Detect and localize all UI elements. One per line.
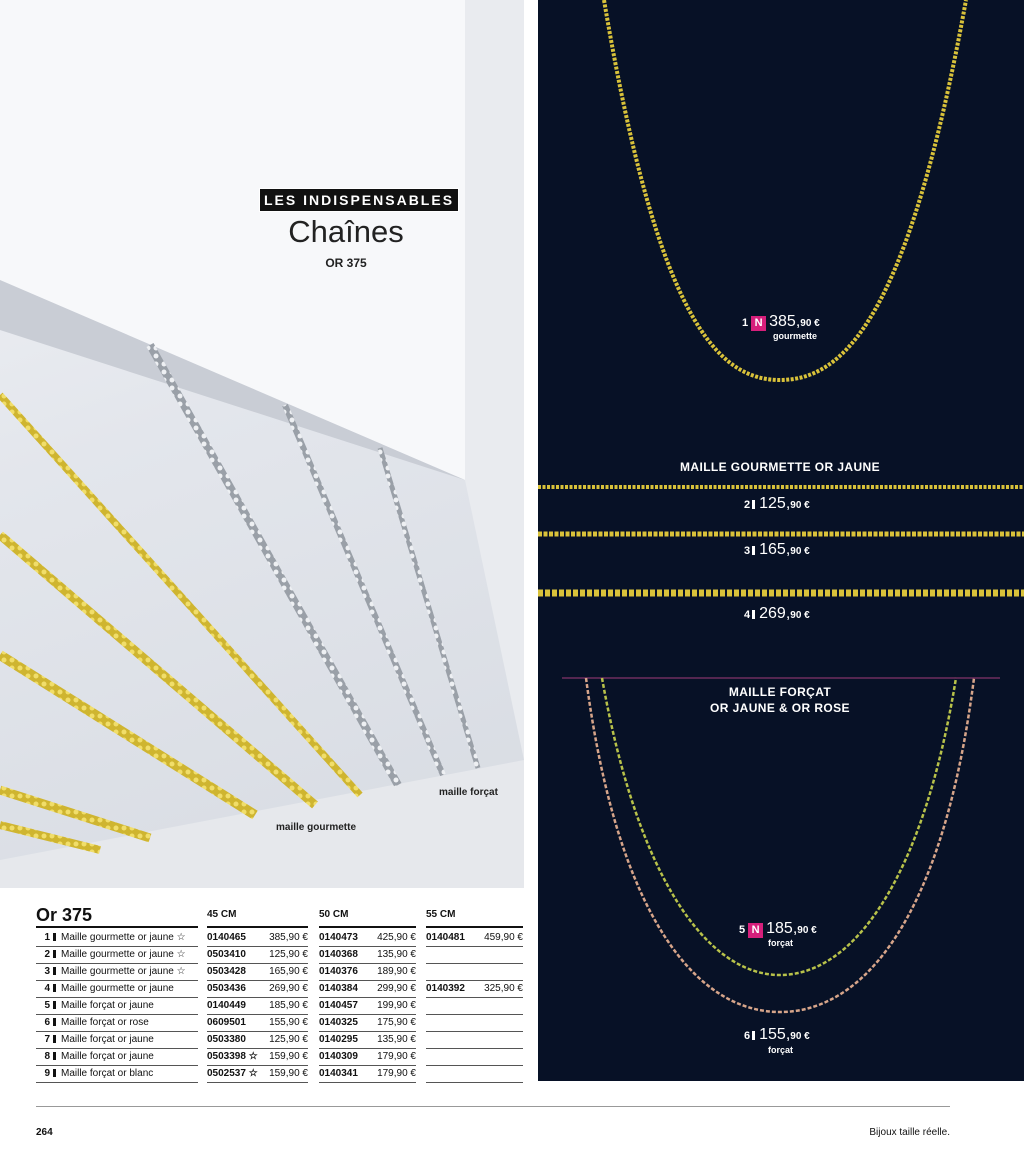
column-header-45: 45 CM [207,909,237,920]
article-price: 155,90 € [269,1017,308,1028]
variant-marker [53,1069,56,1077]
item-number: 1 [742,317,749,329]
table-row [36,998,198,1015]
footer-note: Bijoux taille réelle. [869,1127,950,1138]
table-cell-50cm [319,947,416,964]
variant-marker [752,500,755,509]
article-code: 0140392 [426,983,465,994]
table-row [36,947,198,964]
article-price: 425,90 € [377,932,416,943]
column-header-50: 50 CM [319,909,349,920]
table-cell-50cm [319,1066,416,1083]
table-row [36,930,198,947]
table-row [36,1015,198,1032]
product-name: Maille forçat or jaune [61,1051,154,1062]
variant-marker [53,1018,56,1026]
article-price: 135,90 € [377,1034,416,1045]
article-code: 0140481 [426,932,465,943]
table-cell-45cm [207,1049,308,1066]
variant-marker [752,546,755,555]
table-row [36,964,198,981]
table-cell-50cm [319,1032,416,1049]
table-cell-45cm [207,947,308,964]
variant-marker [53,933,56,941]
price-tag-3: 3 165,90 € [744,541,810,558]
price-tag-6: 6 155,90 € [744,1026,810,1043]
product-name: Maille gourmette or jaune ☆ [61,932,186,943]
article-code: 0140449 [207,1000,246,1011]
variant-marker [53,1035,56,1043]
article-code: 0140368 [319,949,358,960]
page-title: Chaînes [288,214,404,249]
article-price: 135,90 € [377,949,416,960]
table-row [36,1032,198,1049]
section-title-gourmette: MAILLE GOURMETTE OR JAUNE [680,460,881,474]
product-photo [0,0,524,888]
article-price: 179,90 € [377,1051,416,1062]
article-code: 0503436 [207,983,246,994]
row-number: 1 [44,932,50,943]
article-price: 185,90 € [269,1000,308,1011]
variant-marker [752,1031,755,1040]
new-badge: N [751,316,766,331]
price-tag-1 [742,313,820,331]
section-badge: LES INDISPENSABLES [259,188,459,212]
table-cell-45cm [207,1066,308,1083]
price-label-6: forçat [768,1045,794,1055]
product-name: Maille forçat or jaune [61,1034,154,1045]
paper-and-chains-illustration [0,0,524,888]
row-number: 5 [44,1000,50,1011]
article-code: 0609501 [207,1017,246,1028]
variant-marker [53,950,56,958]
article-price: 125,90 € [269,949,308,960]
table-row [36,1066,198,1083]
row-number: 9 [44,1068,50,1079]
article-code: 0140325 [319,1017,358,1028]
article-code: 0140309 [319,1051,358,1062]
table-cell-50cm [319,1049,416,1066]
caption-gourmette: maille gourmette [276,822,357,833]
product-name: Maille gourmette or jaune [61,983,174,994]
table-cell-45cm [207,998,308,1015]
row-number: 3 [44,966,50,977]
table-cell-55cm [426,964,523,981]
article-code: 0140341 [319,1068,358,1079]
article-price: 325,90 € [484,983,523,994]
variant-marker [752,610,755,619]
article-price: 159,90 € [269,1068,308,1079]
article-code: 0140376 [319,966,358,977]
row-number: 8 [44,1051,50,1062]
article-code: 0140384 [319,983,358,994]
row-number: 7 [44,1034,50,1045]
new-badge: N [748,923,763,938]
section-title-forcat: MAILLE FORÇAT OR JAUNE & OR ROSE [710,685,850,715]
table-cell-55cm [426,981,523,998]
table-cell-45cm [207,1015,308,1032]
price: 385,90 € [769,313,820,330]
price-tag-4: 4 269,90 € [744,605,810,622]
article-code: 0502537 ☆ [207,1068,258,1079]
article-code: 0503398 ☆ [207,1051,258,1062]
variant-marker [53,1052,56,1060]
article-price: 189,90 € [377,966,416,977]
article-price: 199,90 € [377,1000,416,1011]
footer-divider [36,1106,950,1107]
table-cell-45cm [207,981,308,998]
row-number: 2 [44,949,50,960]
table-cell-50cm [319,981,416,998]
table-cell-45cm [207,930,308,947]
article-price: 459,90 € [484,932,523,943]
column-rule [319,926,416,928]
table-cell-55cm [426,930,523,947]
product-name: Maille gourmette or jaune ☆ [61,966,186,977]
article-price: 165,90 € [269,966,308,977]
article-price: 269,90 € [269,983,308,994]
page-number: 264 [36,1127,53,1138]
article-code: 0140457 [319,1000,358,1011]
row-number: 4 [44,983,50,994]
table-cell-45cm [207,1032,308,1049]
product-name: Maille forçat or rose [61,1017,149,1028]
price-tag-5: 5 N 185,90 € [739,920,817,937]
product-name: Maille forçat or jaune [61,1000,154,1011]
variant-marker [53,984,56,992]
column-rule [426,926,523,928]
table-cell-50cm [319,1015,416,1032]
row-number: 6 [44,1017,50,1028]
article-code: 0140473 [319,932,358,943]
page-subtitle: OR 375 [325,256,367,270]
variant-marker [53,1001,56,1009]
table-cell-55cm [426,1049,523,1066]
table-title: Or 375 [36,905,93,925]
article-price: 175,90 € [377,1017,416,1028]
price-label-1: gourmette [773,331,818,341]
article-code: 0503428 [207,966,246,977]
table-cell-55cm [426,998,523,1015]
caption-forcat: maille forçat [439,787,498,798]
product-name: Maille forçat or blanc [61,1068,154,1079]
column-rule [207,926,308,928]
table-cell-50cm [319,998,416,1015]
price-tag-2: 2 125,90 € [744,495,810,512]
article-price: 159,90 € [269,1051,308,1062]
column-header-55: 55 CM [426,909,456,920]
article-price: 125,90 € [269,1034,308,1045]
article-code: 0140295 [319,1034,358,1045]
table-cell-45cm [207,964,308,981]
table-title-rule [36,926,198,928]
article-price: 179,90 € [377,1068,416,1079]
table-row [36,981,198,998]
table-cell-50cm [319,964,416,981]
table-cell-55cm [426,1032,523,1049]
table-cell-55cm [426,1015,523,1032]
table-cell-55cm [426,947,523,964]
article-code: 0140465 [207,932,246,943]
variant-marker [53,967,56,975]
article-price: 299,90 € [377,983,416,994]
article-price: 385,90 € [269,932,308,943]
article-code: 0503380 [207,1034,246,1045]
table-cell-50cm [319,930,416,947]
table-row [36,1049,198,1066]
product-name: Maille gourmette or jaune ☆ [61,949,186,960]
price-label-5: forçat [768,938,794,948]
table-cell-55cm [426,1066,523,1083]
article-code: 0503410 [207,949,246,960]
